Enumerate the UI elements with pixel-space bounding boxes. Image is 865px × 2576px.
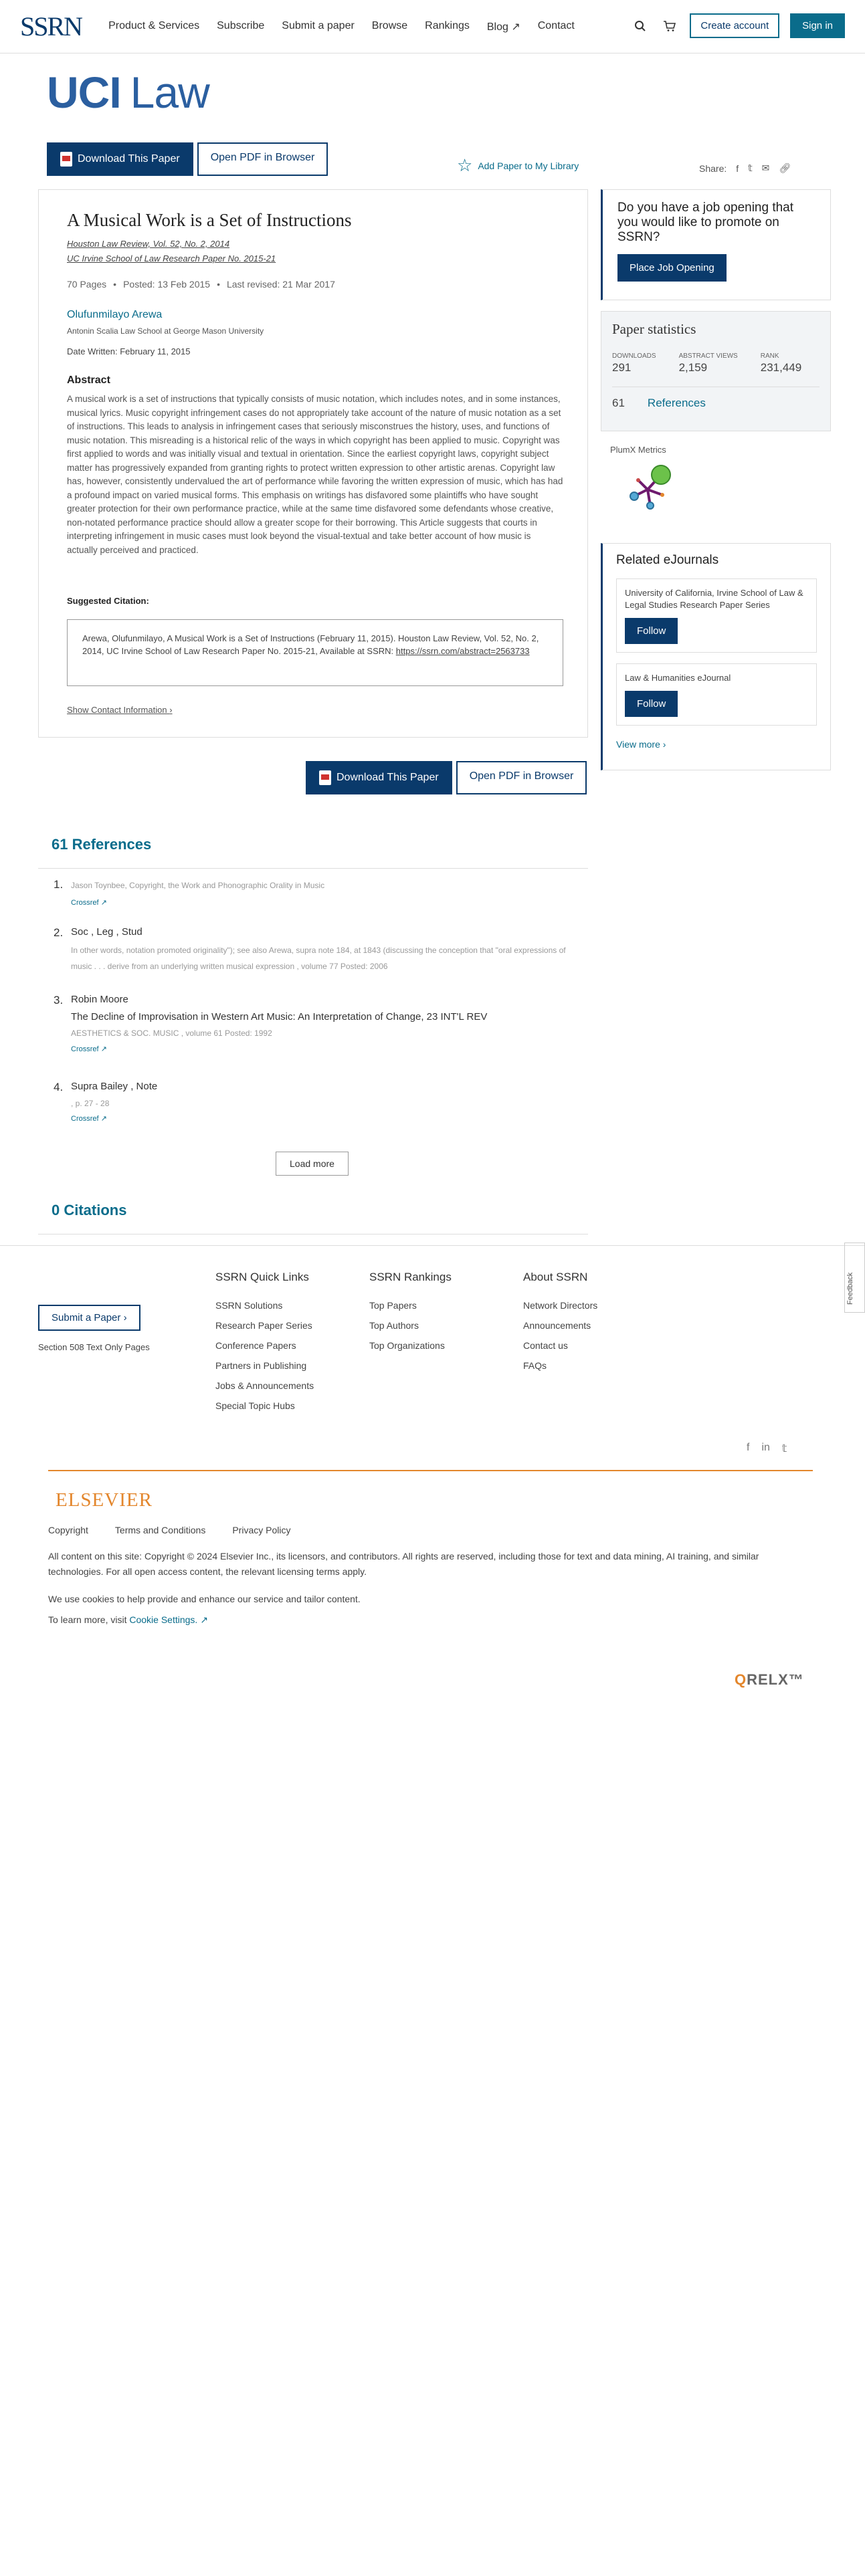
footer-link[interactable]: Special Topic Hubs <box>215 1400 295 1411</box>
divider <box>38 868 588 869</box>
learn-more-text <box>48 1612 811 1628</box>
copyright-link[interactable]: Copyright <box>48 1525 88 1535</box>
stats-title: Paper statistics <box>612 321 696 337</box>
related-journal-name[interactable]: Law & Humanities eJournal <box>625 673 731 683</box>
open-pdf-button[interactable]: Open PDF in Browser <box>456 761 587 794</box>
create-account-button[interactable]: Create account <box>690 13 779 38</box>
place-job-button[interactable]: Place Job Opening <box>617 254 727 282</box>
divider <box>38 1234 588 1235</box>
crossref-link[interactable]: Crossref ↗ <box>71 899 107 907</box>
reference-number: 4. <box>54 1081 64 1093</box>
submit-label: Submit a Paper <box>52 1312 121 1323</box>
view-more-label: View more <box>616 739 660 750</box>
footer-link[interactable]: SSRN Solutions <box>215 1300 283 1311</box>
views-label: ABSTRACT VIEWS <box>678 352 738 360</box>
downloads-value: 291 <box>612 361 632 374</box>
reference-detail: , p. 27 - 28 <box>71 1099 110 1108</box>
journal-citation-2[interactable]: UC Irvine School of Law Research Paper No. 2015-21 <box>67 253 276 263</box>
relx-mark-icon: Q <box>735 1671 747 1688</box>
footer-link[interactable]: Contact us <box>523 1340 568 1351</box>
paper-statistics <box>601 311 831 431</box>
rankings-title: SSRN Rankings <box>369 1271 452 1283</box>
references-count-link[interactable] <box>612 387 820 410</box>
footer-link[interactable]: Network Directors <box>523 1300 598 1311</box>
link-icon[interactable]: 🔗︎ <box>779 163 791 173</box>
email-icon[interactable]: ✉ <box>761 163 770 173</box>
citation-text: Arewa, Olufunmilayo, A Musical Work is a Set of Instructions (February 11, 2015). Houston Law Review, Vol. 52, No. 2, 2014, UC Irvine School of Law Research Paper No. 2015-21, Available at SSRN: <box>82 633 539 656</box>
submit-paper-button[interactable] <box>38 1305 140 1331</box>
legal-links <box>48 1525 290 1535</box>
uci-law-logo <box>47 67 209 118</box>
reference-author: Soc , Leg , Stud <box>71 926 142 938</box>
main-nav <box>108 20 575 33</box>
view-more-link[interactable] <box>616 739 817 750</box>
nav-subscribe[interactable]: Subscribe <box>217 19 265 31</box>
rank-value: 231,449 <box>760 361 802 374</box>
follow-button[interactable]: Follow <box>625 691 678 717</box>
feedback-label: Feedback <box>846 1272 854 1305</box>
paper-card <box>38 189 588 738</box>
footer-quick-links <box>215 1271 314 1420</box>
about-title: About SSRN <box>523 1271 588 1283</box>
nav-rankings[interactable]: Rankings <box>425 19 470 31</box>
crossref-link[interactable]: Crossref ↗ <box>71 1115 107 1123</box>
quick-links-title: SSRN Quick Links <box>215 1271 309 1283</box>
paper-meta <box>67 279 335 290</box>
job-question: Do you have a job opening that you would like to promote on SSRN? <box>617 201 794 244</box>
footer-link[interactable]: Top Papers <box>369 1300 417 1311</box>
footer-link[interactable]: Announcements <box>523 1320 591 1331</box>
author-affiliation: Antonin Scalia Law School at George Mason University <box>67 326 264 336</box>
copyright-text: All content on this site: Copyright © 2024 Elsevier Inc., its licensors, and contributors. All rights are reserved, including those for text and data mining, AI training, and similar technologies. For all open access content, the relevant licensing terms apply. <box>48 1551 759 1577</box>
reference-author: Robin Moore <box>71 994 128 1005</box>
page-count: 70 Pages <box>67 279 107 290</box>
share-label: Share: <box>699 163 727 174</box>
reference-number: 3. <box>54 994 64 1006</box>
reference-number: 2. <box>54 926 64 939</box>
related-ejournals <box>601 543 831 770</box>
related-journal-item <box>616 578 817 653</box>
meta-separator: • <box>113 279 117 290</box>
relx-logo[interactable] <box>735 1671 804 1689</box>
load-more-button[interactable]: Load more <box>276 1152 349 1176</box>
show-contact-link[interactable] <box>67 705 173 715</box>
download-label: Download This Paper <box>78 153 180 165</box>
chevron-right-icon: › <box>123 1312 127 1323</box>
footer-rankings <box>369 1271 452 1360</box>
job-opening-box <box>601 189 831 300</box>
chevron-right-icon: › <box>662 739 666 750</box>
reference-author: Jason Toynbee, Copyright, the Work and Phonographic Orality in Music <box>71 881 325 890</box>
plumx-label: PlumX Metrics <box>610 445 666 455</box>
reference-detail: In other words, notation promoted originality"); see also Arewa, supra note 184, at 1843 (discussing the conception that "oral expressions of music . . . derive from an underlying written musical expression , volume 77 Posted: 2006 <box>71 946 566 971</box>
footer-link[interactable]: Top Authors <box>369 1320 419 1331</box>
relx-text: RELX™ <box>747 1671 804 1688</box>
elsevier-logo[interactable]: ELSEVIER <box>56 1489 153 1511</box>
learn-more-label: To learn more, visit <box>48 1614 127 1625</box>
cookies-text: We use cookies to help provide and enhance our service and tailor content. <box>48 1594 361 1604</box>
citation-url[interactable]: https://ssrn.com/abstract=2563733 <box>395 646 530 656</box>
download-label: Download This Paper <box>337 772 439 783</box>
add-library-label: Add Paper to My Library <box>478 160 579 171</box>
rank-stat <box>761 352 801 374</box>
law-text: Law <box>130 68 209 117</box>
journal-citation-1[interactable]: Houston Law Review, Vol. 52, No. 2, 2014 <box>67 239 230 249</box>
follow-button[interactable]: Follow <box>625 618 678 644</box>
rank-label: RANK <box>760 352 779 360</box>
terms-link[interactable]: Terms and Conditions <box>114 1525 206 1535</box>
external-link-icon: ↗ <box>200 1614 208 1625</box>
footer-link[interactable]: Jobs & Announcements <box>215 1380 314 1391</box>
author-link[interactable]: Olufunmilayo Arewa <box>67 309 163 320</box>
footer-link[interactable]: Top Organizations <box>369 1340 445 1351</box>
reference-detail: AESTHETICS & SOC. MUSIC , volume 61 Posted: 1992 <box>71 1029 272 1038</box>
citations-heading: 0 Citations <box>52 1202 127 1218</box>
paper-actions-bottom <box>306 761 587 794</box>
paper-actions-top <box>47 142 328 176</box>
ssrn-logo[interactable]: SSRN <box>20 11 82 41</box>
nav-blog[interactable]: Blog ↗ <box>486 21 520 33</box>
linkedin-icon[interactable]: in <box>761 1442 770 1453</box>
header-actions <box>631 13 845 38</box>
pdf-icon <box>319 770 331 785</box>
twitter-icon[interactable]: 𝕥 <box>781 1443 787 1455</box>
views-stat <box>679 352 738 374</box>
download-paper-button[interactable] <box>47 142 193 176</box>
facebook-icon[interactable]: f <box>736 163 739 174</box>
footer-about <box>523 1271 597 1380</box>
references-heading: 61 References <box>52 836 152 853</box>
contact-label: Show Contact Information <box>67 705 167 715</box>
nav-browse[interactable]: Browse <box>371 19 408 31</box>
feedback-tab[interactable] <box>844 1243 865 1313</box>
meta-separator: • <box>217 279 220 290</box>
open-pdf-button[interactable]: Open PDF in Browser <box>197 142 328 176</box>
facebook-icon[interactable]: f <box>747 1442 750 1453</box>
related-journal-name[interactable]: University of California, Irvine School of Law & Legal Studies Research Paper Series <box>625 588 803 610</box>
chevron-right-icon: › <box>169 705 173 715</box>
views-value: 2,159 <box>678 361 708 374</box>
suggested-citation-box <box>67 619 563 686</box>
ref-count: 61 <box>612 397 625 409</box>
nav-contact[interactable]: Contact <box>537 19 575 31</box>
add-to-library-link[interactable] <box>457 155 579 176</box>
section-508-link[interactable]: Section 508 Text Only Pages <box>38 1342 150 1352</box>
footer-link[interactable]: Research Paper Series <box>215 1320 312 1331</box>
search-icon[interactable] <box>631 17 650 35</box>
nav-submit-paper[interactable]: Submit a paper <box>282 19 355 31</box>
downloads-label: DOWNLOADS <box>612 352 656 360</box>
sign-in-button[interactable]: Sign in <box>790 13 845 38</box>
date-written: Date Written: February 11, 2015 <box>67 346 191 356</box>
suggested-citation-heading: Suggested Citation: <box>67 596 149 606</box>
footer-divider <box>0 1245 865 1246</box>
related-title: Related eJournals <box>616 553 719 567</box>
share-bar <box>699 163 791 174</box>
download-paper-button[interactable] <box>306 761 452 794</box>
plumx-icon[interactable] <box>622 461 676 515</box>
footer-link[interactable]: Partners in Publishing <box>215 1360 307 1371</box>
stats-row <box>612 352 820 374</box>
nav-product-services[interactable]: Product & Services <box>108 19 200 31</box>
footer-social <box>747 1442 787 1455</box>
pdf-icon <box>60 152 72 167</box>
cookie-settings-link[interactable]: Cookie Settings. <box>129 1614 198 1625</box>
reference-author: Supra Bailey , Note <box>71 1081 158 1092</box>
footer-link[interactable]: Conference Papers <box>215 1340 296 1351</box>
paper-title: A Musical Work is a Set of Instructions <box>67 210 352 230</box>
downloads-stat <box>612 352 656 374</box>
uci-text: UCI <box>47 68 121 117</box>
reference-number: 1. <box>54 878 64 891</box>
top-navigation-bar <box>0 0 865 53</box>
abstract-text: A musical work is a set of instructions that typically consists of music notation, which includes notes, and in some instances, musical lyrics. Music copyright infringement cases do not appropriately take account of the nature of music notation as a set of instructions. This leads to analysis in infringement cases that seriously misconstrues the history, uses, and functions of music notation. This misreading is a historical relic of the ways in which copyright has been applied to music. Copyright was first applied to words and was initially visual and textual in orientation. Since the earliest copyright laws, copyright subject matter has progressively expanded from granting rights to protect written expression to other artistic arenas. Copyright law has, however, consistently undervalued the art of performance while favoring the written expression of music, which has had a profound impact on varied musical forms. This emphasis on writings has disfavored some plaintiffs who have sought greater protection for their own performance practice, while at the same time disfavored some defendants whose creative, non-notated performance practice should allow a greater scope for their borrowing. This Article suggests that courts in interpreting infringement in music cases must look beyond the visual-textual and take better account of how music is actually perceived and practiced. <box>67 394 563 555</box>
abstract-heading: Abstract <box>67 374 110 386</box>
revised-date: Last revised: 21 Mar 2017 <box>226 279 335 290</box>
star-icon: ☆ <box>457 155 473 175</box>
privacy-link[interactable]: Privacy Policy <box>232 1525 291 1535</box>
related-journal-item <box>616 663 817 726</box>
ref-label: References <box>647 397 706 409</box>
footer-link[interactable]: FAQs <box>523 1360 547 1371</box>
crossref-link[interactable]: Crossref ↗ <box>71 1045 107 1053</box>
reference-title: The Decline of Improvisation in Western Art Music: An Interpretation of Change, 23 INT'L REV <box>71 1011 488 1023</box>
posted-date: Posted: 13 Feb 2015 <box>123 279 211 290</box>
twitter-icon[interactable]: 𝕥 <box>748 163 753 173</box>
footer-rule <box>48 1470 813 1471</box>
cart-icon[interactable] <box>660 17 679 35</box>
